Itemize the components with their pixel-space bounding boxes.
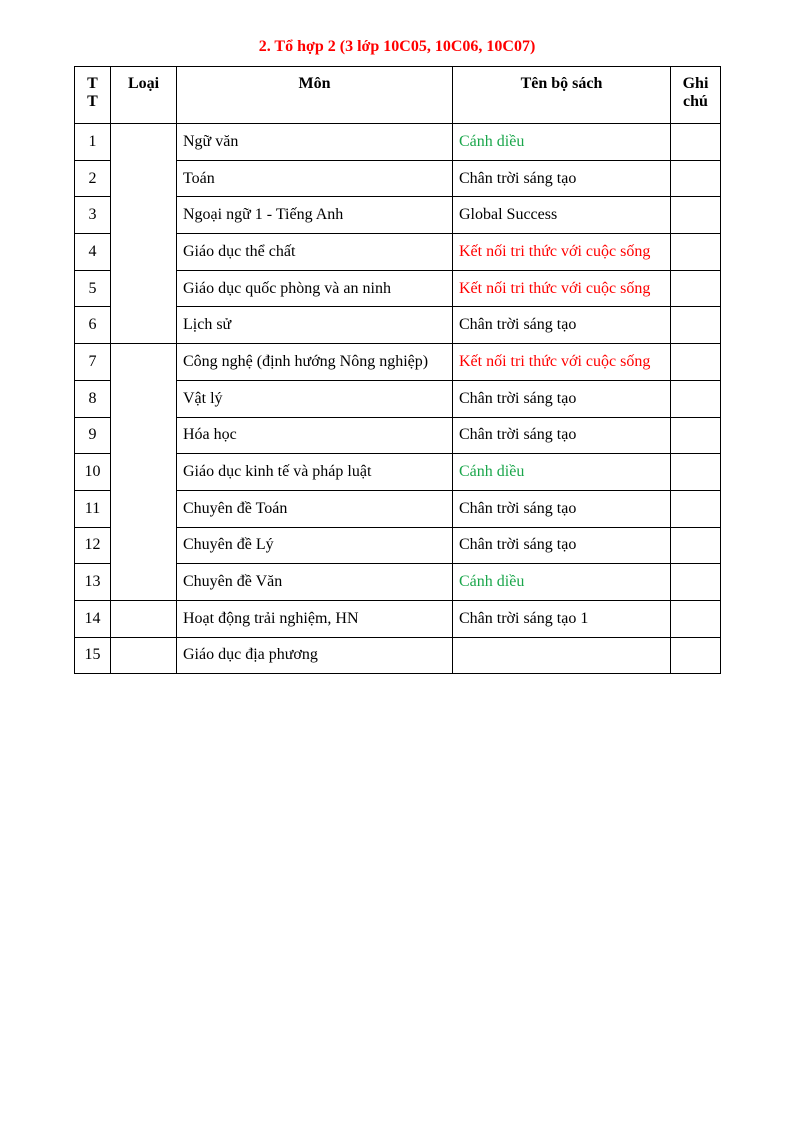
subject-cell: Chuyên đề Lý (177, 527, 453, 564)
header-tt: T T (75, 67, 111, 124)
note-cell (671, 637, 721, 674)
book-series-cell: Kết nối tri thức với cuộc sống (453, 344, 671, 381)
note-cell (671, 270, 721, 307)
textbook-table (74, 66, 721, 674)
note-cell (671, 454, 721, 491)
book-series-cell: Cánh diều (453, 124, 671, 161)
row-number: 1 (75, 124, 111, 161)
book-series-cell: Chân trời sáng tạo (453, 417, 671, 454)
note-cell (671, 344, 721, 381)
table-header-row (75, 67, 721, 124)
row-number: 10 (75, 454, 111, 491)
row-number: 4 (75, 234, 111, 271)
subject-cell: Hóa học (177, 417, 453, 454)
subject-cell: Chuyên đề Toán (177, 490, 453, 527)
subject-cell: Vật lý (177, 380, 453, 417)
loai-cell (111, 124, 177, 344)
book-series-cell: Global Success (453, 197, 671, 234)
note-cell (671, 527, 721, 564)
table-row (75, 124, 721, 161)
note-cell (671, 124, 721, 161)
table-body (75, 124, 721, 674)
row-number: 11 (75, 490, 111, 527)
subject-cell: Giáo dục thể chất (177, 234, 453, 271)
document-title: 2. Tổ hợp 2 (3 lớp 10C05, 10C06, 10C07) (258, 38, 536, 55)
loai-cell (111, 600, 177, 637)
loai-cell (111, 637, 177, 674)
book-series-cell: Chân trời sáng tạo (453, 527, 671, 564)
row-number: 14 (75, 600, 111, 637)
note-cell (671, 160, 721, 197)
note-cell (671, 197, 721, 234)
row-number: 5 (75, 270, 111, 307)
book-series-cell: Kết nối tri thức với cuộc sống (453, 270, 671, 307)
subject-cell: Giáo dục quốc phòng và an ninh (177, 270, 453, 307)
note-cell (671, 600, 721, 637)
row-number: 13 (75, 564, 111, 601)
header-mon: Môn (177, 67, 453, 124)
header-ten-bo-sach: Tên bộ sách (453, 67, 671, 124)
row-number: 8 (75, 380, 111, 417)
row-number: 7 (75, 344, 111, 381)
subject-cell: Lịch sử (177, 307, 453, 344)
subject-cell: Toán (177, 160, 453, 197)
subject-cell: Hoạt động trải nghiệm, HN (177, 600, 453, 637)
book-series-cell: Chân trời sáng tạo 1 (453, 600, 671, 637)
subject-cell: Chuyên đề Văn (177, 564, 453, 601)
subject-cell: Ngữ văn (177, 124, 453, 161)
note-cell (671, 234, 721, 271)
loai-cell (111, 344, 177, 601)
table-row (75, 600, 721, 637)
row-number: 3 (75, 197, 111, 234)
header-loai: Loại (111, 67, 177, 124)
row-number: 9 (75, 417, 111, 454)
book-series-cell: Chân trời sáng tạo (453, 380, 671, 417)
row-number: 2 (75, 160, 111, 197)
row-number: 6 (75, 307, 111, 344)
book-series-cell: Cánh diều (453, 564, 671, 601)
subject-cell: Giáo dục địa phương (177, 637, 453, 674)
table-row (75, 344, 721, 381)
note-cell (671, 380, 721, 417)
header-ghi-chu: Ghi chú (671, 67, 721, 124)
book-series-cell (453, 637, 671, 674)
book-series-cell: Chân trời sáng tạo (453, 490, 671, 527)
subject-cell: Giáo dục kinh tế và pháp luật (177, 454, 453, 491)
book-series-cell: Cánh diều (453, 454, 671, 491)
subject-cell: Công nghệ (định hướng Nông nghiệp) (177, 344, 453, 381)
note-cell (671, 307, 721, 344)
book-series-cell: Chân trời sáng tạo (453, 160, 671, 197)
note-cell (671, 564, 721, 601)
book-series-cell: Chân trời sáng tạo (453, 307, 671, 344)
book-series-cell: Kết nối tri thức với cuộc sống (453, 234, 671, 271)
row-number: 15 (75, 637, 111, 674)
table-row (75, 637, 721, 674)
note-cell (671, 417, 721, 454)
note-cell (671, 490, 721, 527)
row-number: 12 (75, 527, 111, 564)
subject-cell: Ngoại ngữ 1 - Tiếng Anh (177, 197, 453, 234)
